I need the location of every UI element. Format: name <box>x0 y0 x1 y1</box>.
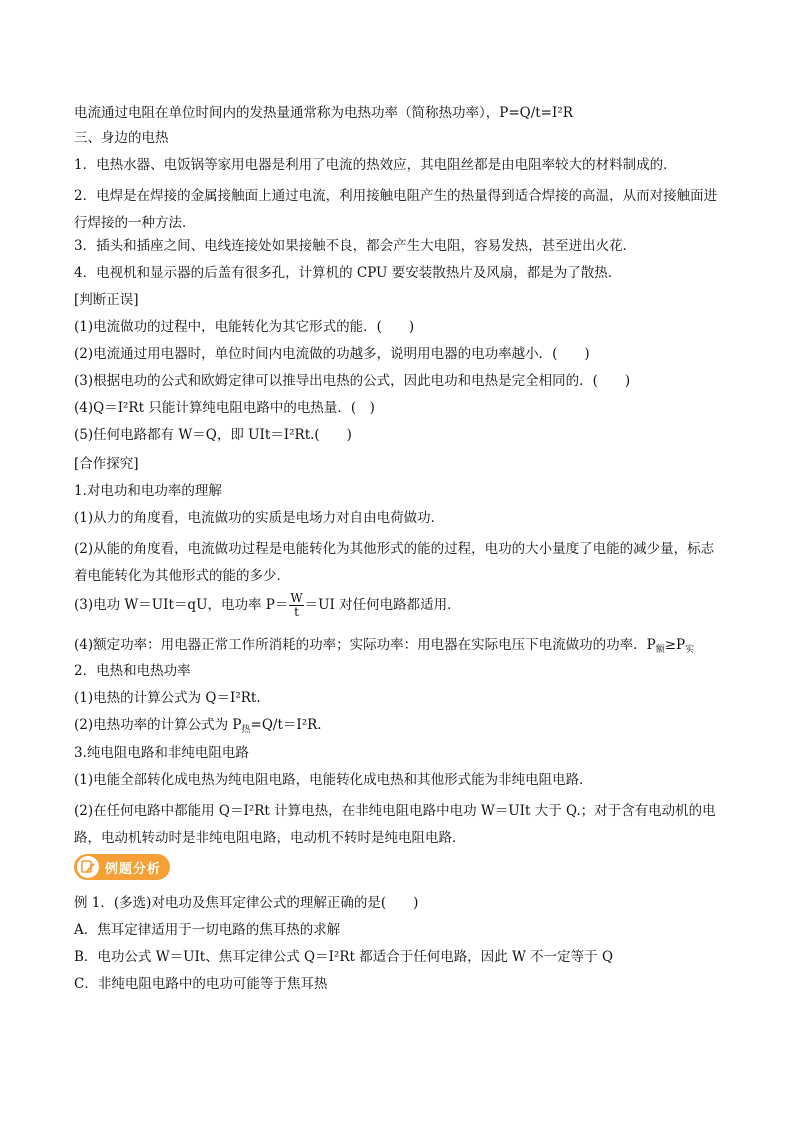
pure-resistance-point-1: (1)电能全部转化成电热为纯电阻电路，电能转化成电热和其他形式能为非纯电阻电路． <box>74 772 593 788</box>
true-false-item-3: (3)根据电功的公式和欧姆定律可以推导出电热的公式，因此电功和电热是完全相同的．( ) <box>74 373 631 389</box>
subheading-pure-resistance: 3.纯电阻电路和非纯电阻电路 <box>74 745 249 761</box>
heat-power-definition: 电流通过电阻在单位时间内的发热量通常称为电热功率（简称热功率），P=Q/t=I²R <box>74 105 573 121</box>
heat-power-prefix: (2)电热功率的计算公式为 P <box>74 717 242 733</box>
option-b: B．电功公式 W＝UIt、焦耳定律公式 Q＝I²Rt 都适合于任何电路，因此 W 不一定等于 Q <box>74 949 614 965</box>
heat-power-formula <box>74 716 322 739</box>
point-energy-view: (2)从能的角度看，电流做功过程是电能转化为其他形式的能的过程，电功的大小量度了电能的减少量，标志着电能转化为其他形式的能的多少． <box>74 541 715 584</box>
subscript-actual: 实 <box>685 645 695 655</box>
list-item-3: 3．插头和插座之间、电线连接处如果接触不良，都会产生大电阻，容易发热，甚至迸出火花． <box>74 238 637 254</box>
list-item-4: 4．电视机和显示器的后盖有很多孔，计算机的 CPU 要安装散热片及风扇，都是为了散热． <box>74 265 622 281</box>
option-a: A．焦耳定律适用于一切电路的焦耳热的求解 <box>74 922 341 938</box>
subheading-electric-work: 1.对电功和电功率的理解 <box>74 483 222 499</box>
subscript-heat: 热 <box>241 725 251 735</box>
true-false-item-2: (2)电流通过用电器时，单位时间内电流做的功越多，说明用电器的电功率越小．( ) <box>74 346 590 362</box>
formula-power-line <box>74 592 461 619</box>
subheading-electric-heat: 2．电热和电热功率 <box>74 663 191 679</box>
option-c: C．非纯电阻电路中的电功可能等于焦耳热 <box>74 976 328 992</box>
list-item-2: 2．电焊是在焊接的金属接触面上通过电流，利用接触电阻产生的热量得到适合焊接的高温，从而对接触面进行焊接的一种方法． <box>74 188 718 231</box>
pencil-note-icon <box>77 856 99 878</box>
heat-power-suffix: =Q/t＝I²R. <box>250 717 322 733</box>
fraction-w-over-t <box>289 592 303 619</box>
true-false-item-5: (5)任何电路都有 W＝Q，即 UIt＝I²Rt.( ) <box>74 427 352 443</box>
true-false-item-1: (1)电流做功的过程中，电能转化为其它形式的能．( ) <box>74 319 415 335</box>
rated-power-line <box>74 636 694 659</box>
rated-power-relation: ≥P <box>664 637 686 653</box>
rated-power-text: (4)额定功率：用电器正常工作所消耗的功率；实际功率：用电器在实际电压下电流做功的功率．P <box>74 637 656 653</box>
fraction-denominator: t <box>294 605 299 619</box>
true-false-heading: [判断正误] <box>74 292 139 308</box>
pure-resistance-point-2: (2)在任何电路中都能用 Q＝I²Rt 计算电热，在非纯电阻电路中电功 W＝UIt 大于 Q.；对于含有电动机的电路，电动机转动时是非纯电阻电路，电动机不转时是纯电阻电路． <box>74 803 716 846</box>
example-question: 例 1．(多选)对电功及焦耳定律公式的理解正确的是( ) <box>74 895 419 911</box>
point-force-view: (1)从力的角度看，电流做功的实质是电场力对自由电荷做功． <box>74 510 445 526</box>
true-false-item-4: (4)Q＝I²Rt 只能计算纯电阻电路中的电热量．( ) <box>74 400 375 416</box>
example-analysis-label: 例题分析 <box>105 861 162 877</box>
heat-formula: (1)电热的计算公式为 Q＝I²Rt. <box>74 690 261 706</box>
section-heading-heat-around: 三、身边的电热 <box>74 130 169 146</box>
subscript-rated: 额 <box>655 645 665 655</box>
formula-power-prefix: (3)电功 W＝UIt＝qU，电功率 P＝ <box>74 597 289 613</box>
formula-power-suffix: ＝UI 对任何电路都适用． <box>304 597 461 613</box>
list-item-1: 1．电热水器、电饭锅等家用电器是利用了电流的热效应，其电阻丝都是由电阻率较大的材料制成的． <box>74 157 677 173</box>
fraction-numerator: W <box>290 591 303 605</box>
cooperative-inquiry-heading: [合作探究] <box>74 456 139 472</box>
example-analysis-badge <box>74 854 170 880</box>
